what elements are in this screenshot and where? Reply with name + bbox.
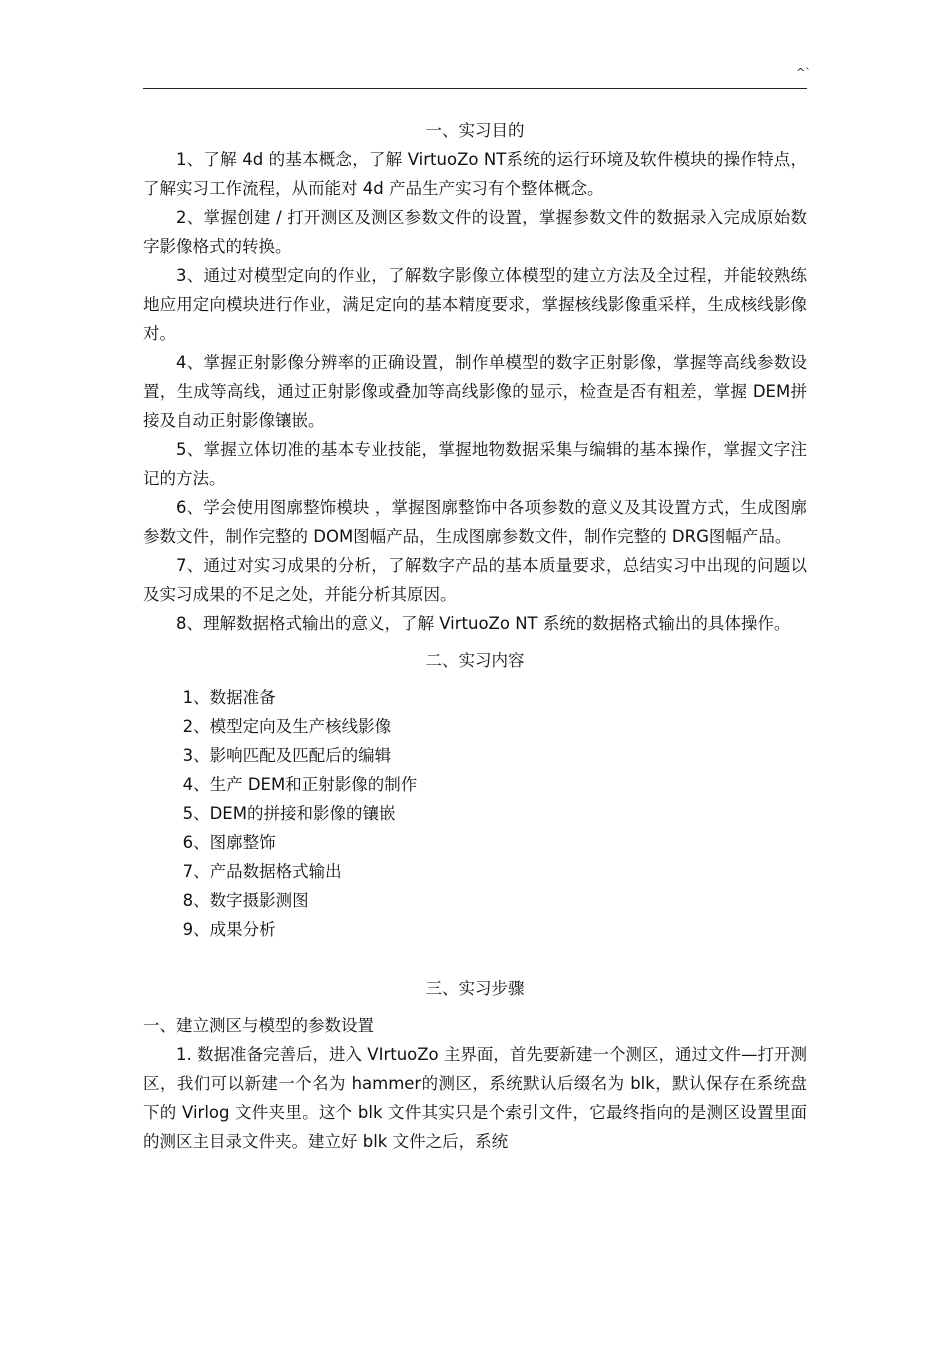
section-title-content: 二、实习内容 [425, 651, 525, 670]
list-item: 8、数字摄影测图 [182, 891, 309, 910]
header-rule [143, 88, 807, 89]
list-item: 6、图廓整饰 [182, 833, 276, 852]
section-title-steps: 三、实习步骤 [425, 979, 525, 998]
paragraph: 2、掌握创建 / 打开测区及测区参数文件的设置，掌握参数文件的数据录入完成原始数字影像格式的转换。 [143, 208, 807, 256]
list-item: 5、DEM的拼接和影像的镶嵌 [182, 804, 396, 823]
paragraph: 8、理解数据格式输出的意义，了解 VirtuoZo NT 系统的数据格式输出的具体操作。 [176, 614, 791, 633]
paragraph: 7、通过对实习成果的分析，了解数字产品的基本质量要求，总结实习中出现的问题以及实习成果的不足之处，并能分析其原因。 [143, 556, 807, 604]
paragraph: 3、通过对模型定向的作业，了解数字影像立体模型的建立方法及全过程，并能较熟练地应用定向模块进行作业，满足定向的基本精度要求，掌握核线影像重采样，生成核线影像对。 [143, 266, 807, 343]
list-item: 7、产品数据格式输出 [182, 862, 342, 881]
spacer [143, 638, 807, 646]
document-body [143, 116, 807, 1156]
section-title-purpose: 一、实习目的 [425, 121, 525, 140]
list-item: 4、生产 DEM和正射影像的制作 [182, 775, 418, 794]
spacer [143, 944, 807, 974]
list-item: 3、影响匹配及匹配后的编辑 [182, 746, 392, 765]
header-mark: ^` [796, 66, 811, 79]
content-list [143, 683, 807, 944]
subsection-title: 一、建立测区与模型的参数设置 [143, 1016, 374, 1035]
spacer [143, 1003, 807, 1011]
purpose-paragraphs [143, 145, 807, 638]
spacer [143, 675, 807, 683]
list-item: 2、模型定向及生产核线影像 [182, 717, 392, 736]
paragraph: 4、掌握正射影像分辨率的正确设置，制作单模型的数字正射影像，掌握等高线参数设置，生成等高线，通过正射影像或叠加等高线影像的显示，检查是否有粗差，掌握 DEM拼接及自动正射影像镶嵌。 [143, 353, 807, 430]
paragraph: 1. 数据准备完善后，进入 VIrtuoZo 主界面，首先要新建一个测区，通过文件—打开测区，我们可以新建一个名为 hammer的测区，系统默认后缀名为 blk，默认保存在系统盘下的 Virlog 文件夹里。这个 blk 文件其实只是个索引文件，它最终指向的是测区设置里面的测区主目录文件夹。建立好 blk 文件之后，系统 [143, 1045, 807, 1151]
paragraph: 1、了解 4d 的基本概念，了解 VirtuoZo NT系统的运行环境及软件模块的操作特点，了解实习工作流程，从而能对 4d 产品生产实习有个整体概念。 [143, 150, 807, 198]
paragraph: 6、学会使用图廓整饰模块 ，掌握图廓整饰中各项参数的意义及其设置方式，生成图廓参数文件，制作完整的 DOM图幅产品，生成图廓参数文件，制作完整的 DRG图幅产品。 [143, 498, 807, 546]
list-item: 9、成果分析 [182, 920, 276, 939]
paragraph: 5、掌握立体切准的基本专业技能，掌握地物数据采集与编辑的基本操作，掌握文字注记的方法。 [143, 440, 807, 488]
list-item: 1、数据准备 [182, 688, 276, 707]
